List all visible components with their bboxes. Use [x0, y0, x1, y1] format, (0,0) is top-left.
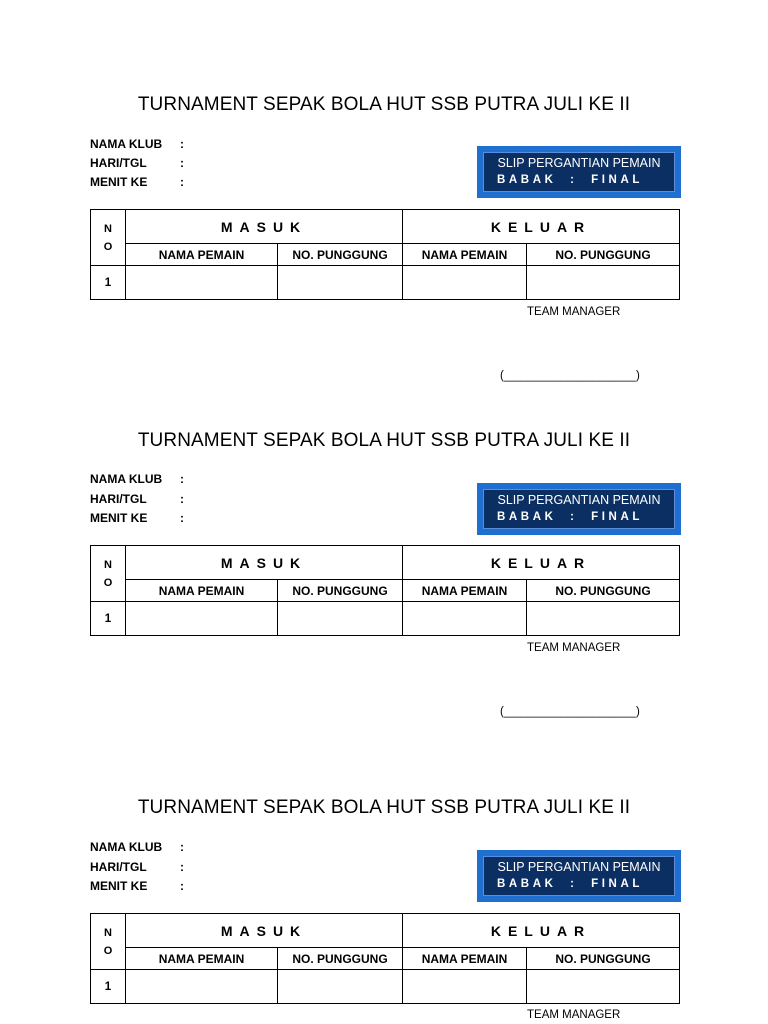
in-player-name-header: NAMA PEMAIN — [126, 244, 278, 266]
out-shirt-number-header: NO. PUNGGUNG — [527, 948, 680, 970]
substitution-table — [90, 913, 680, 1004]
in-player-name-header: NAMA PEMAIN — [126, 580, 278, 602]
club-name-label: NAMA KLUB — [90, 840, 163, 854]
badge-round: BABAK : FINAL — [497, 174, 643, 186]
in-header: MASUK — [126, 546, 403, 580]
signature-line: (____________________) — [500, 370, 640, 382]
slip-badge — [477, 483, 681, 535]
colon: : — [180, 511, 184, 525]
badge-title: SLIP PERGANTIAN PEMAIN — [497, 493, 661, 507]
substitution-table — [90, 209, 680, 300]
substitution-slip-1 — [0, 94, 768, 394]
minute-field — [90, 175, 184, 189]
slip-title: TURNAMENT SEPAK BOLA HUT SSB PUTRA JULI KE II — [137, 430, 631, 451]
colon: : — [180, 137, 184, 151]
minute-field — [90, 511, 184, 525]
club-name-label: NAMA KLUB — [90, 472, 163, 486]
in-header: MASUK — [126, 210, 403, 244]
signature-line: (____________________) — [500, 706, 640, 718]
out-header: KELUAR — [403, 914, 680, 948]
in-shirt-number-cell[interactable] — [278, 970, 403, 1004]
number-header-n: N — [104, 558, 112, 571]
out-header: KELUAR — [403, 210, 680, 244]
badge-round: BABAK : FINAL — [497, 511, 643, 523]
out-shirt-number-cell[interactable] — [527, 602, 680, 636]
date-label: HARI/TGL — [90, 860, 147, 874]
in-player-name-cell[interactable] — [126, 970, 278, 1004]
out-shirt-number-header: NO. PUNGGUNG — [527, 580, 680, 602]
out-shirt-number-cell[interactable] — [527, 266, 680, 300]
badge-title: SLIP PERGANTIAN PEMAIN — [497, 156, 661, 170]
slip-badge-inner — [483, 856, 675, 896]
in-shirt-number-cell[interactable] — [278, 602, 403, 636]
in-shirt-number-cell[interactable] — [278, 266, 403, 300]
colon: : — [180, 472, 184, 486]
out-shirt-number-cell[interactable] — [527, 970, 680, 1004]
colon: : — [180, 860, 184, 874]
number-header — [91, 546, 126, 602]
date-field — [90, 156, 184, 170]
date-field — [90, 492, 184, 506]
colon: : — [180, 492, 184, 506]
in-shirt-number-header: NO. PUNGGUNG — [278, 244, 403, 266]
slip-badge — [477, 146, 681, 198]
team-manager-label: TEAM MANAGER — [527, 642, 621, 654]
club-name-label: NAMA KLUB — [90, 137, 163, 151]
row-number: 1 — [91, 602, 126, 636]
out-header: KELUAR — [403, 546, 680, 580]
slip-badge-inner — [483, 489, 675, 529]
out-player-name-header: NAMA PEMAIN — [403, 948, 527, 970]
in-shirt-number-header: NO. PUNGGUNG — [278, 948, 403, 970]
badge-round: BABAK : FINAL — [497, 878, 643, 890]
in-header: MASUK — [126, 914, 403, 948]
club-name-field — [90, 137, 184, 151]
slip-title: TURNAMENT SEPAK BOLA HUT SSB PUTRA JULI KE II — [137, 797, 631, 818]
club-name-field — [90, 840, 184, 854]
slip-badge — [477, 850, 681, 902]
colon: : — [180, 879, 184, 893]
substitution-table — [90, 545, 680, 636]
team-manager-label: TEAM MANAGER — [527, 1009, 621, 1021]
number-header-o: O — [103, 240, 113, 253]
in-player-name-cell[interactable] — [126, 266, 278, 300]
badge-title: SLIP PERGANTIAN PEMAIN — [497, 860, 661, 874]
date-label: HARI/TGL — [90, 492, 147, 506]
out-player-name-cell[interactable] — [403, 266, 527, 300]
number-header-n: N — [104, 222, 112, 235]
number-header — [91, 914, 126, 970]
number-header-n: N — [104, 926, 112, 939]
date-field — [90, 860, 184, 874]
row-number: 1 — [91, 266, 126, 300]
colon: : — [180, 156, 184, 170]
in-player-name-header: NAMA PEMAIN — [126, 948, 278, 970]
team-manager-label: TEAM MANAGER — [527, 306, 621, 318]
in-shirt-number-header: NO. PUNGGUNG — [278, 580, 403, 602]
out-player-name-header: NAMA PEMAIN — [403, 580, 527, 602]
in-player-name-cell[interactable] — [126, 602, 278, 636]
number-header-o: O — [103, 944, 113, 957]
date-label: HARI/TGL — [90, 156, 147, 170]
out-player-name-cell[interactable] — [403, 970, 527, 1004]
substitution-slip-2 — [0, 430, 768, 730]
out-shirt-number-header: NO. PUNGGUNG — [527, 244, 680, 266]
out-player-name-header: NAMA PEMAIN — [403, 244, 527, 266]
minute-label: MENIT KE — [90, 175, 148, 189]
number-header-o: O — [103, 576, 113, 589]
slip-badge-inner — [483, 152, 675, 192]
substitution-slip-3 — [0, 797, 768, 1024]
out-player-name-cell[interactable] — [403, 602, 527, 636]
club-name-field — [90, 472, 184, 486]
number-header — [91, 210, 126, 266]
minute-field — [90, 879, 184, 893]
row-number: 1 — [91, 970, 126, 1004]
minute-label: MENIT KE — [90, 879, 148, 893]
colon: : — [180, 840, 184, 854]
colon: : — [180, 175, 184, 189]
slip-title: TURNAMENT SEPAK BOLA HUT SSB PUTRA JULI KE II — [137, 94, 631, 115]
minute-label: MENIT KE — [90, 511, 148, 525]
